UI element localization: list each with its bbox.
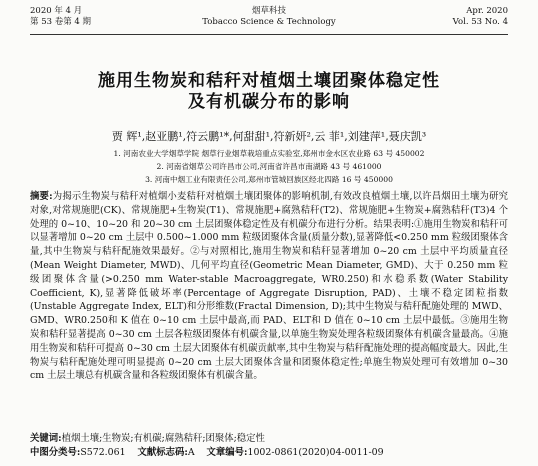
header-date-volume-en bbox=[453, 6, 508, 28]
article-id-value: 1002-0861(2020)04-0011-09 bbox=[247, 447, 384, 458]
classification-line bbox=[30, 446, 508, 459]
abstract-label: 摘要: bbox=[30, 191, 53, 202]
header-volume-issue: 第 53 卷第 4 期 bbox=[30, 17, 92, 27]
header-rule bbox=[30, 34, 508, 35]
affiliation-2: 2. 河南省烟草公司许昌市公司,河南省许昌市南湖路 43 号 461000 bbox=[156, 162, 382, 171]
doc-code-value: A bbox=[187, 447, 195, 458]
paper-title bbox=[0, 71, 538, 113]
doc-code-label: 文献标志码: bbox=[137, 447, 188, 458]
clc-value: S572.061 bbox=[80, 447, 126, 458]
title-line-2: 及有机碳分布的影响 bbox=[188, 92, 350, 112]
journal-name-en: Tobacco Science & Technology bbox=[202, 17, 336, 27]
affiliation-3: 3. 河南中烟工业有限责任公司,郑州市管城回族区经北四路 16 号 450000 bbox=[145, 175, 393, 184]
author-list: 贾 辉¹,赵亚鹏¹,符云鹏¹*,何甜甜¹,符新妍²,云 菲¹,刘建萍¹,聂庆凯³ bbox=[111, 130, 427, 143]
keywords-text: 植烟土壤;生物炭;有机碳;腐熟秸秆;团聚体;稳定性 bbox=[61, 433, 265, 444]
clc-label: 中图分类号: bbox=[30, 447, 81, 458]
title-line-1: 施用生物炭和秸秆对植烟土壤团聚体稳定性 bbox=[98, 71, 440, 91]
journal-name-cn: 烟草科技 bbox=[251, 6, 286, 16]
header-date: 2020 年 4 月 bbox=[30, 6, 83, 16]
affiliation-1: 1. 河南农业大学烟草学院 烟草行业烟草栽培重点实验室,郑州市金水区农业路 63 号 450002 bbox=[113, 149, 425, 158]
keywords bbox=[30, 432, 508, 445]
header-volume-issue-en: Vol. 53 No. 4 bbox=[452, 17, 508, 27]
keywords-label: 关键词: bbox=[30, 433, 62, 444]
header-journal bbox=[30, 6, 508, 28]
abstract-text: 为揭示生物炭与秸秆对植烟小麦秸秆对植烟土壤团聚体的影响机制,有效改良植烟土壤,以许昌烟田土壤为研究对象,对常规施肥(CK)、常规施肥+生物炭(T1)、常规施肥+腐熟秸秆(T2)、常规施肥+生物炭+腐熟秸秆(T3)4 个处理的 0~10、10~20 和 20~30 cm 土层团聚体稳定性及有机碳分布进行分析。结果表明:①施用生物炭和秸秆可以显著增加 0~20 cm 土层中 0.500~1.000 mm 粒级团聚体含量(质量分数),显著降低<0.250 mm 粒级团聚体含量,其中生物炭与秸秆配施效果最好。②与对照相比,施用生物炭和秸秆显著增加 0~20 cm 土层中平均质量直径(Mean Weight Diameter, MWD)、几何平均直径(Geometric Mean Diameter, GMD)、大于 0.250 mm 粒级团聚体含量(>0.250 mm Water-stable Macroaggregate, WR0.250)和水稳系数(Water Stability Coefficient, K),显著降低破坏率(Percentage of Aggregate Disruption, PAD)、土壤不稳定团粒指数(Unstable Aggregate Index, ELT)和分形维数(Fractal Dimension, D);其中生物炭与秸秆配施处理的 MWD、GMD、WR0.250和 K 值在 0~10 cm 土层中最高,而 PAD、ELT和 D 值在 0~10 cm 土层中最低。③施用生物炭和秸秆显著提高 0~30 cm 土层各粒级团聚体有机碳含量,以单施生物炭处理各粒级团聚体有机碳含量最高。④施用生物炭和秸秆可提高 0~30 cm 土层大团聚体有机碳贡献率,其中生物炭与秸秆配施处理的提高幅度最大。因此,生物炭与秸秆配施处理可明显提高 0~20 cm 土层大团聚体含量和团聚体稳定性;单施生物炭处理可有效增加 0~30 cm 土层土壤总有机碳含量和各粒级团聚体有机碳含量。 bbox=[30, 191, 508, 382]
header-date-en: Apr. 2020 bbox=[466, 6, 508, 16]
article-id-label: 文章编号: bbox=[206, 447, 248, 458]
abstract bbox=[30, 190, 508, 383]
running-header bbox=[30, 6, 508, 36]
